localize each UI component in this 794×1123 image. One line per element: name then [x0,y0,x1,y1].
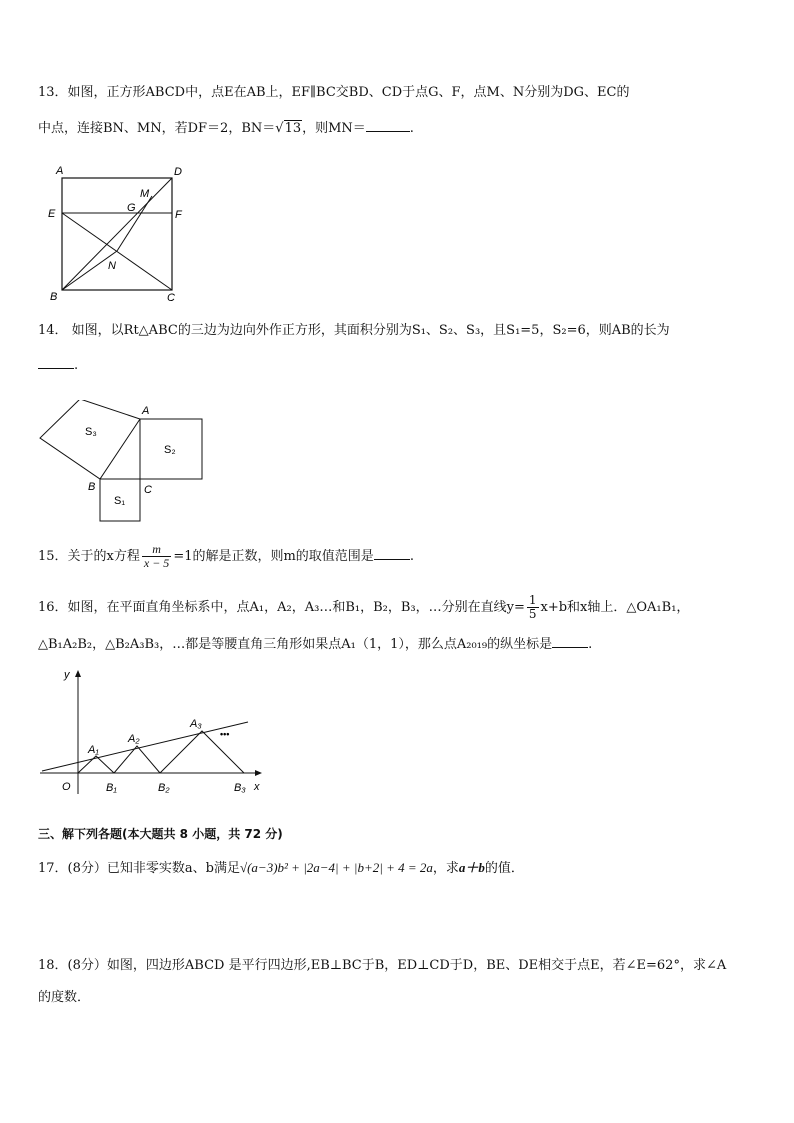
q16-prefix: 16．如图，在平面直角坐标系中，点A₁，A₂，A₃…和B₁，B₂，B₃，…分别在直线y= [38,600,525,615]
label-F: F [175,209,182,221]
label-S3: S₃ [85,426,97,438]
answer-blank [38,356,74,369]
q16-fraction [527,594,539,621]
label-E: E [48,208,56,220]
figure-16-coordinate [36,664,268,800]
label-O: O [62,781,71,793]
label-M: M [140,188,150,200]
sqrt-value: 13 [284,121,302,136]
q18-line2: 的度数． [38,990,91,1005]
label-x: x [254,781,260,793]
label-B3: B₃ [234,782,246,794]
q13-line2-prefix: 中点，连接BN、MN，若DF＝2，BN＝ [38,121,276,136]
q17-suffix: ，求 [432,861,459,876]
label-A3: A₃ [190,718,202,730]
q17-line [38,856,756,881]
label-C: C [167,292,175,304]
label-A: A [142,405,150,417]
q16-line2 [38,635,756,654]
q16-suffix: x+b和x轴上．△OA₁B₁， [540,600,690,615]
q14-line2 [38,356,756,375]
label-C: C [144,484,152,496]
answer-blank [366,119,410,132]
label-S1: S₁ [114,495,126,507]
label-B1: B₁ [106,782,117,794]
label-N: N [108,260,116,272]
label-B2: B₂ [158,782,170,794]
q13-end: . [409,121,414,136]
label-S2: S₂ [164,444,176,456]
section-heading: 三、解下列各题(本大题共 8 小题，共 72 分) [38,827,283,841]
q17-end: 的值． [484,861,524,876]
fraction-denominator: x − 5 [143,556,170,570]
q18-line1: 18．(8分）如图，四边形ABCD 是平行四边形,EB⊥BC于B，ED⊥CD于D，BE、DE相交于点E，若∠E=62°，求∠A [38,958,727,973]
q16-end: . [588,637,593,652]
q17-prefix: 17．(8分）已知非零实数a、b满足 [38,861,240,876]
q13-line2-suffix: ，则MN＝ [302,121,366,136]
q15-fraction [142,543,171,570]
label-A1: A₁ [88,744,99,756]
q16-line1 [38,591,756,625]
figure-13-square [44,160,194,306]
q15-end: . [409,549,414,564]
q14-line1: 14． 如图，以Rt△ABC的三边为边向外作正方形，其面积分别为S₁、S₂、S₃，且S₁=5，S₂=6，则AB的长为 [38,323,670,338]
q15-prefix: 15．关于的x方程 [38,549,140,564]
q15-line [38,540,756,574]
label-G: G [127,202,136,214]
label-B: B [50,291,58,303]
q14-end: . [74,358,79,373]
figure-14-squares [36,400,208,526]
continuation-dots: ••• [220,729,230,739]
q17-formula: √(a−3)b² + |2a−4| + |b+2| + 4 = 2a [239,860,433,875]
label-A: A [56,165,64,177]
label-D: D [174,166,182,178]
label-y: y [64,669,70,681]
answer-blank [374,547,410,560]
label-B: B [88,481,96,493]
fraction-numerator: m [142,543,171,557]
q13-line2 [38,119,756,138]
q17-ab: a＋b [458,860,485,875]
sqrt-symbol: √ [275,121,284,136]
fraction-denominator: 5 [528,607,537,621]
fraction-numerator: 1 [528,593,537,607]
label-A2: A₂ [128,733,140,745]
answer-blank [552,635,588,648]
q13-line1: 13．如图，正方形ABCD中，点E在AB上，EF∥BC交BD、CD于点G、F，点M、N分别为DG、EC的 [38,85,630,100]
q15-suffix: =1的解是正数，则m的取值范围是 [173,549,374,564]
q16-line2-text: △B₁A₂B₂，△B₂A₃B₃，…都是等腰直角三角形如果点A₁（1，1），那么点A₂₀₁₉的纵坐标是 [38,637,553,652]
